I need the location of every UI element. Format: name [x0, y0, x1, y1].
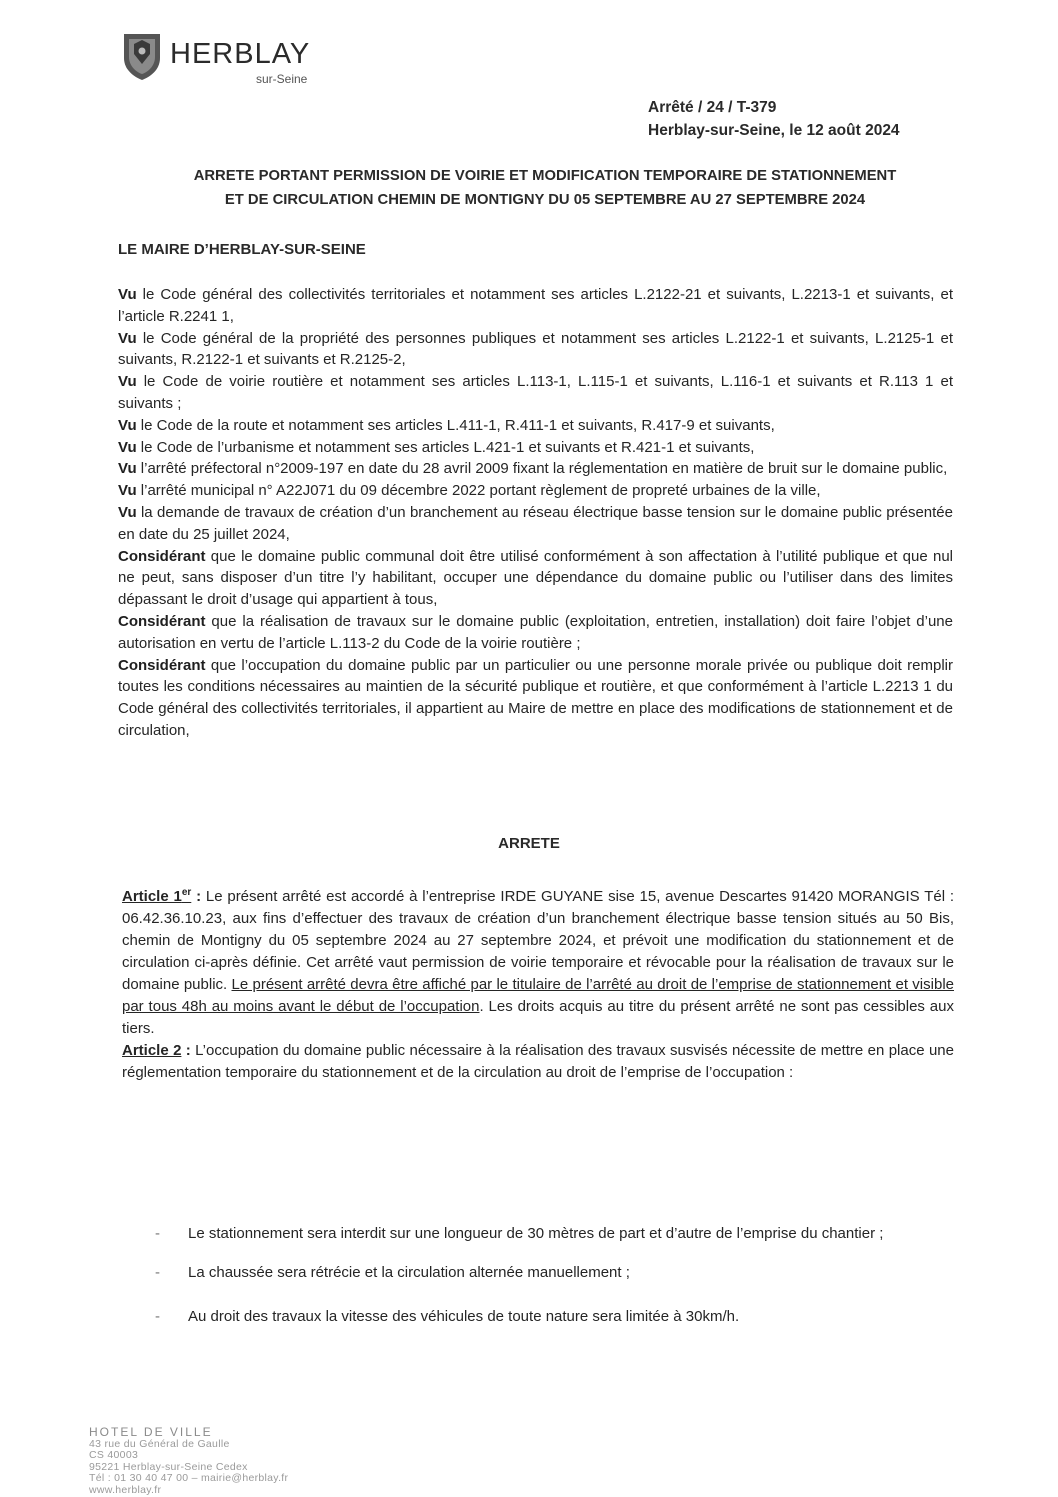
recital-lead: Vu	[118, 416, 137, 434]
measure-text: Au droit des travaux la vitesse des véhicules de toute nature sera limitée à 30km/h.	[188, 1308, 740, 1325]
article-1-ordinal: er	[181, 887, 192, 898]
recital	[118, 502, 953, 546]
recital	[118, 611, 953, 655]
recital-lead: Vu	[118, 286, 137, 303]
measure-text: La chaussée sera rétrécie et la circulation alternée manuellement ;	[188, 1264, 630, 1281]
issuing-authority: LE MAIRE D’HERBLAY-SUR-SEINE	[118, 241, 366, 258]
logo-subtitle: sur-Seine	[256, 72, 308, 86]
article-2-text: L’occupation du domaine public nécessaire à la réalisation des travaux susvisés nécessite de mettre en place une réglementation temporaire du stationnement et de la circulation au droit de l’emprise de l’occupation :	[122, 1042, 954, 1081]
dash-bullet-icon: -	[155, 1264, 160, 1281]
decision-heading: ARRETE	[498, 835, 560, 852]
recital-lead: Vu	[118, 503, 137, 521]
list-item	[155, 1262, 960, 1284]
recital-lead: Vu	[118, 373, 137, 391]
city-crest-icon	[120, 30, 164, 82]
decree-reference: Arrêté / 24 / T-379	[648, 99, 777, 116]
recital	[118, 328, 953, 372]
recital-text: le Code de voirie routière et notamment ses articles L.113-1, L.115-1 et suivants, L.116-1 et suivants et R.113 1 et suivants ;	[118, 373, 953, 412]
recital	[118, 415, 953, 437]
logo-name: HERBLAY	[170, 38, 311, 70]
recital	[118, 655, 953, 742]
recital-lead: Considérant	[118, 612, 206, 630]
reference-block	[648, 96, 900, 142]
dash-bullet-icon: -	[155, 1225, 160, 1242]
article-1	[122, 882, 954, 1040]
recital-text: l’arrêté municipal n° A22J071 du 09 décembre 2022 portant règlement de propreté urbaines de la ville,	[136, 482, 821, 500]
document-title	[110, 164, 980, 212]
recital-text: que la réalisation de travaux sur le domaine public (exploitation, entretien, installation) doit faire l’objet d’une autorisation en vertu de l’article L.113-2 du Code de la voirie routière ;	[118, 612, 953, 652]
recital	[118, 437, 953, 459]
recital-lead: Considérant	[118, 547, 206, 565]
recital-lead: Considérant	[118, 656, 206, 674]
recital	[118, 284, 953, 328]
recital-text: l’arrêté préfectoral n°2009-197 en date du 28 avril 2009 fixant la réglementation en matière de bruit sur le domaine public,	[136, 460, 948, 478]
recital	[118, 458, 953, 480]
recital-text: que l’occupation du domaine public par un particulier ou une personne morale privée ou publique doit remplir toutes les conditions nécessaires au maintien de la sécurité publique et routière, et que conformément à l’article L.2213 1 du Code général des collectivités territoriales, il appartient au Maire de mettre en place des modifications de stationnement et de circulation,	[118, 656, 953, 739]
title-line-1: ARRETE PORTANT PERMISSION DE VOIRIE ET MODIFICATION TEMPORAIRE DE STATIONNEMENT	[193, 168, 897, 184]
measure-text: Le stationnement sera interdit sur une longueur de 30 mètres de part et d’autre de l’emprise du chantier ;	[188, 1225, 884, 1242]
article-2-label: Article 2	[122, 1042, 182, 1059]
list-item	[155, 1216, 960, 1252]
place-date: Herblay-sur-Seine, le 12 août 2024	[648, 122, 900, 139]
recital	[118, 371, 953, 415]
recital-text: le Code général des collectivités territoriales et notamment ses articles L.2122-21 et suivants, L.2213-1 et suivants, et l’article R.2241 1,	[118, 286, 953, 325]
recital-lead: Vu	[118, 460, 137, 478]
articles	[122, 882, 954, 1084]
recital-lead: Vu	[118, 329, 137, 347]
herblay-logo	[120, 28, 360, 86]
article-1-text: Le présent arrêté est accordé à l’entreprise IRDE GUYANE sise 15, avenue Descartes 91420 MORANGIS Tél : 06.42.36.10.23, aux fins d’effectuer des travaux de création d’un branchement électrique basse tension situés au 50 Bis, chemin de Montigny du 05 septembre 2024 au 27 septembre 2024, et prévoit une modification du stationnement et de circulation ci-après définie. Cet arrêté vaut permission de voirie temporaire et révocable pour la réalisation de travaux sur le domaine public.	[122, 888, 954, 993]
list-item	[155, 1306, 960, 1328]
recital-text: que le domaine public communal doit être utilisé conformément à son affectation à l’utilité publique et que nul ne peut, sans disposer d’un titre l’y habilitant, occuper une dépendance du domaine public ou l’utiliser dans des limites dépassant le droit d’usage qui appartient à tous,	[118, 547, 953, 609]
footer-postbox: CS 40003	[89, 1449, 139, 1461]
footer-heading: HOTEL DE VILLE	[89, 1425, 213, 1439]
title-line-2: ET DE CIRCULATION CHEMIN DE MONTIGNY DU 05 SEPTEMBRE AU 27 SEPTEMBRE 2024	[224, 192, 866, 208]
recitals	[118, 284, 953, 742]
footer-street: 43 rue du Général de Gaulle	[89, 1437, 230, 1450]
recital	[118, 480, 953, 502]
recital-lead: Vu	[118, 438, 137, 456]
recital-text: le Code général de la propriété des personnes publiques et notamment ses articles L.2122-1 et suivants, L.2125-1 et suivants, R.2122-1 et suivants et R.2125-2,	[118, 329, 953, 369]
article-1-label: Article 1er	[122, 887, 192, 905]
article-2-colon: :	[181, 1042, 191, 1059]
traffic-measures-list	[155, 1216, 960, 1328]
town-hall-address	[89, 1427, 288, 1496]
dash-bullet-icon: -	[155, 1308, 160, 1325]
recital-lead: Vu	[118, 482, 137, 500]
recital-text: le Code de la route et notamment ses articles L.411-1, R.411-1 et suivants, R.417-9 et suivants,	[136, 416, 775, 434]
footer-city: 95221 Herblay-sur-Seine Cedex	[89, 1460, 248, 1473]
recital-text: le Code de l’urbanisme et notamment ses articles L.421-1 et suivants et R.421-1 et suivants,	[136, 438, 755, 456]
recital	[118, 546, 953, 611]
footer-website: www.herblay.fr	[89, 1483, 162, 1496]
article-1-colon: :	[191, 888, 202, 905]
article-2	[122, 1040, 954, 1084]
article-1-display-notice: Le présent arrêté devra être affiché par le titulaire de l’arrêté au droit de l’emprise de stationnement et visible par tous 48h au moins avant le début de l’occupation	[122, 976, 954, 1015]
article-1-tail: . Les droits acquis au titre du présent arrêté ne sont pas cessibles aux tiers.	[122, 998, 954, 1037]
recital-text: la demande de travaux de création d’un branchement au réseau électrique basse tension sur le domaine public présentée en date du 25 juillet 2024,	[118, 503, 953, 543]
footer-contact: Tél : 01 30 40 47 00 – mairie@herblay.fr	[89, 1472, 289, 1484]
